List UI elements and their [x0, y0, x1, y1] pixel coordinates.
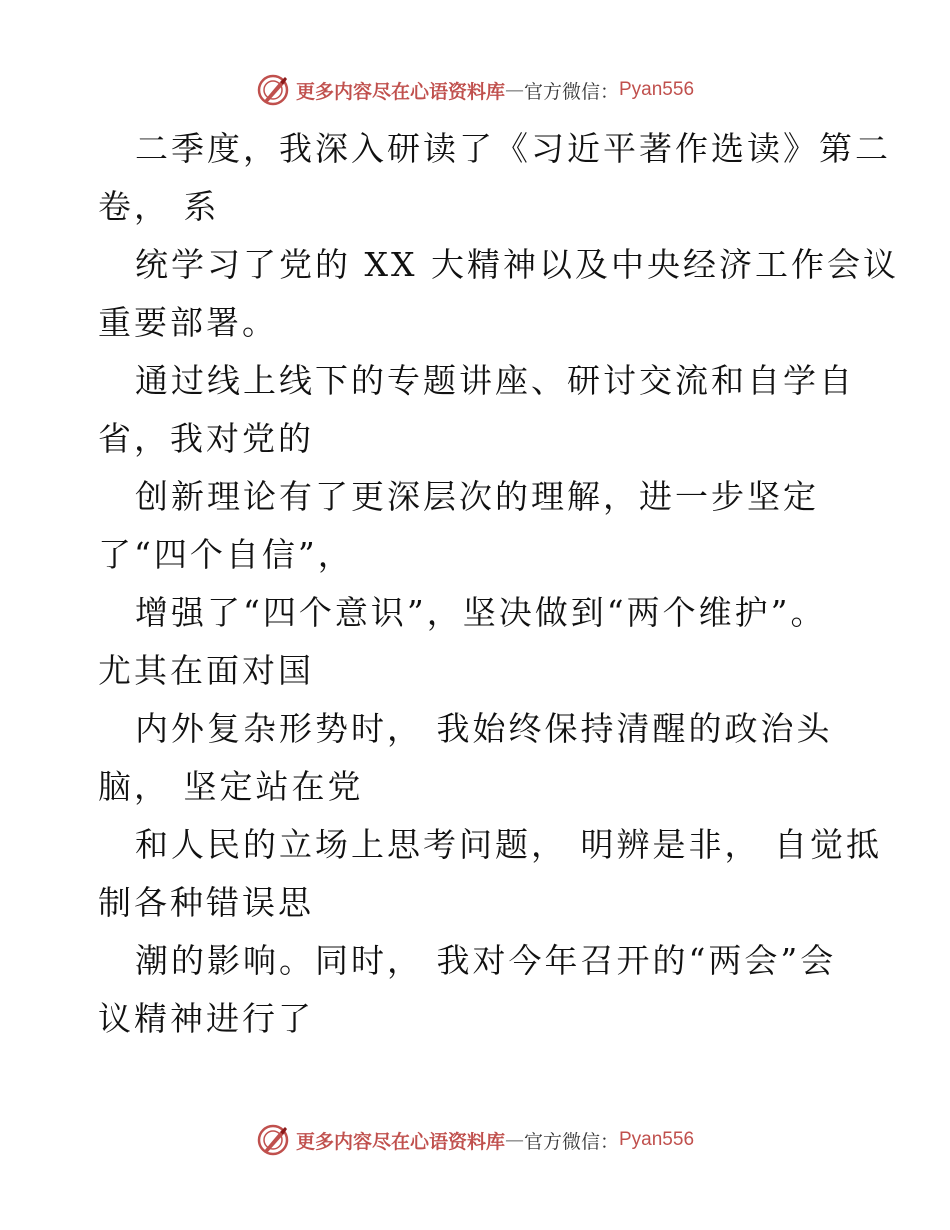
header-watermark [0, 70, 950, 110]
footer-watermark [0, 1120, 950, 1160]
text-line: 创新理论有了更深层次的理解，进一步坚定 [135, 477, 819, 516]
text-line: 了“四个自信”， [98, 535, 354, 574]
text-line: 和人民的立场上思考问题， 明辨是非， 自觉抵 [135, 825, 882, 864]
watermark-wechat-id: Pyan556 [619, 1129, 695, 1150]
text-line: 统学习了党的 XX 大精神以及中央经济工作会议 [135, 245, 899, 284]
text-line: 尤其在面对国 [98, 651, 314, 690]
document-body [98, 120, 899, 1048]
text-line: 潮的影响。同时， 我对今年召开的“两会”会 [135, 941, 837, 980]
pen-logo-icon [256, 73, 290, 107]
watermark-label: 官方微信： [523, 80, 619, 103]
text-line: 通过线上线下的专题讲座、研讨交流和自学自 [135, 361, 855, 400]
watermark-separator: — [504, 79, 524, 101]
watermark-separator: — [504, 1129, 524, 1151]
watermark-wechat-id: Pyan556 [619, 79, 695, 100]
text-line: 省，我对党的 [98, 419, 314, 458]
text-line: 增强了“四个意识”，坚决做到“两个维护”。 [135, 593, 827, 632]
watermark-text: 更多内容尽在心语资料库 [295, 80, 505, 103]
text-line: 卷， 系 [98, 187, 220, 226]
text-line: 制各种错误思 [98, 883, 314, 922]
watermark-text: 更多内容尽在心语资料库 [295, 1130, 505, 1153]
text-line: 重要部署。 [98, 303, 278, 342]
text-line: 议精神进行了 [98, 999, 314, 1038]
text-line: 脑， 坚定站在党 [98, 767, 364, 806]
pen-logo-icon [256, 1123, 290, 1157]
text-line: 二季度，我深入研读了《习近平著作选读》第二 [135, 129, 891, 168]
watermark-label: 官方微信： [523, 1130, 619, 1153]
text-line: 内外复杂形势时， 我始终保持清醒的政治头 [135, 709, 833, 748]
